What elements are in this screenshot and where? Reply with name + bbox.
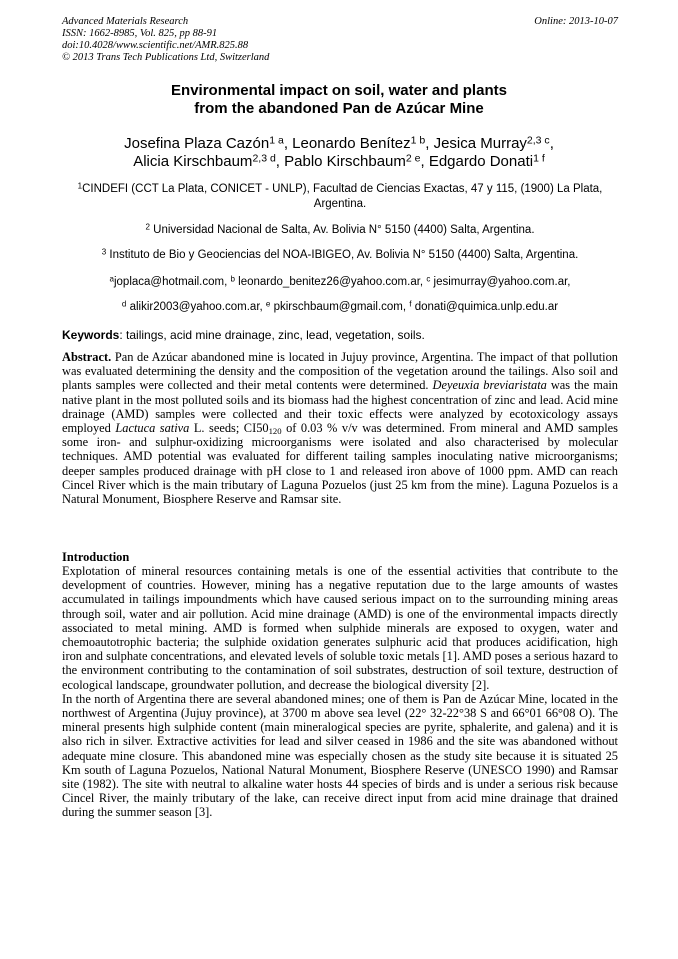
affiliation-sup: 1 bbox=[77, 181, 83, 191]
abstract bbox=[62, 350, 618, 506]
affiliation-text: Instituto de Bio y Geociencias del NOA-IBIGEO, Av. Bolivia N° 5150 (4400) Salta, Argentina. bbox=[109, 249, 579, 261]
author-name: Jesica Murray bbox=[433, 135, 527, 152]
author-sep: , bbox=[425, 135, 434, 152]
author-name: Alicia Kirschbaum bbox=[133, 153, 253, 170]
author-sup: 2,3 d bbox=[252, 152, 276, 165]
email-sup: d bbox=[121, 299, 127, 309]
species-name: Deyeuxia breviaristata bbox=[432, 378, 547, 393]
author-sup: 1 f bbox=[533, 152, 545, 165]
copyright-line: © 2013 Trans Tech Publications Ltd, Switzerland bbox=[62, 52, 270, 63]
author bbox=[429, 153, 545, 170]
abstract-text: L. seeds; CI50 bbox=[189, 421, 269, 436]
author-name: Edgardo Donati bbox=[428, 153, 534, 170]
species-name: Lactuca sativa bbox=[115, 421, 190, 436]
author bbox=[284, 153, 429, 170]
affiliation-text: Universidad Nacional de Salta, Av. Bolivia N° 5150 (4400) Salta, Argentina. bbox=[153, 224, 535, 236]
paper-title bbox=[40, 82, 638, 118]
email-sup: e bbox=[265, 299, 271, 309]
abstract-text: of 0.03 % v/v was determined. From mineral and AMD samples some iron- and sulphur-oxidizing microorganisms were isolated and also characterised by molecular techniques. AMD potential was evaluated for different tailing samples inoculating native microorganisms; deeper samples produced drainage with pH close to 1 and released iron above of 1000 ppm. AMD can reach Cincel River which is the main tributary of Laguna Pozuelos (just 25 km from the mine). Laguna Pozuelos is a Natural Monument, Biosphere Reserve and Ramsar site. bbox=[62, 421, 618, 507]
online-date: Online: 2013-10-07 bbox=[534, 16, 618, 27]
author-name: Leonardo Benítez bbox=[292, 135, 411, 152]
email-sup: f bbox=[409, 299, 412, 309]
paragraph: In the north of Argentina there are several abandoned mines; one of them is Pan de Azúcar Mine, located in the northwest of Argentina (Jujuy province), at 3700 m above sea level (22° 32-22°38 S and 66°01 66°08 O). The mineral presents high sulphide content (main mineralogical species are pyrite, sphalerite, and galena) and it is also rich in silver. Extractive activities for lead and silver ceased in 1986 and the site was abandoned without adequate mine closure. This abandoned mine was especially chosen as the study site because it is situated 25 Km south of Laguna Pozuelos, National Natural Monument, Biosphere Reserve (UNESCO 1990) and Ramsar site (1982). The site with neutral to alkaline water hosts 44 species of birds and is under a serious risk because Cincel River, the mainly tributary of the lake, can receive direct input from acid mine drainage that drained during the summer season [3]. bbox=[62, 691, 618, 820]
abstract-text: was the main native plant in the most polluted soils and its biomass had the highest concentration of zinc and lead. Acid mine drainage (AMD) samples were collected and their toxic effects were analyzed by ecotoxicology assays employed bbox=[62, 378, 618, 436]
affiliation-sup: 2 bbox=[145, 222, 150, 232]
email-sup: c bbox=[426, 274, 431, 284]
author-sep: , bbox=[275, 153, 285, 170]
author-name: Josefina Plaza Cazón bbox=[124, 135, 270, 152]
email-sup: b bbox=[230, 274, 235, 284]
author bbox=[124, 135, 292, 152]
email[interactable]: leonardo_benitez26@yahoo.com.ar bbox=[238, 276, 420, 288]
email[interactable]: jesimurray@yahoo.com.ar bbox=[433, 276, 568, 288]
author-name: Pablo Kirschbaum bbox=[284, 153, 406, 170]
introduction-body bbox=[62, 564, 618, 820]
affiliation-text: CINDEFI (CCT La Plata, CONICET - UNLP), Facultad de Ciencias Exactas, 47 y 115, (1900) La Plata, Argentina. bbox=[82, 183, 603, 210]
section-heading: Introduction bbox=[62, 550, 130, 564]
author-sup: 2 e bbox=[405, 152, 421, 165]
author-sep: , bbox=[420, 153, 429, 170]
author bbox=[292, 135, 433, 152]
title-line-1: Environmental impact on soil, water and plants bbox=[171, 82, 507, 99]
email-sup: a bbox=[109, 274, 114, 284]
email[interactable]: pkirschbaum@gmail.com bbox=[273, 301, 403, 313]
author-sup: 2,3 c bbox=[526, 134, 550, 147]
email[interactable]: donati@quimica.unlp.edu.ar bbox=[414, 301, 559, 313]
title-line-2: from the abandoned Pan de Azúcar Mine bbox=[194, 100, 484, 117]
keywords-label: Keywords bbox=[62, 328, 120, 342]
keywords bbox=[62, 328, 618, 342]
author-list bbox=[40, 135, 638, 171]
affiliation-2 bbox=[62, 223, 618, 238]
affiliation-3 bbox=[62, 248, 618, 263]
paragraph: Explotation of mineral resources containing metals is one of the essential activities that contribute to the development of countries. However, mining has a negative reputation due to the large amounts of wastes accumulated in tailings impoundments which have caused serious impact on to the surrounding mining areas through soil, water and air pollution. Acid mine drainage (AMD) is one of the environmental impacts directly associated to metal mining. AMD is formed when sulphide minerals are exposed to oxygen, water and chemoautotrophic bacteria; the sulphide oxidation generates sulphuric acid that produces acidification, high iron and sulphate concentrations, and elevated levels of soluble toxic metals [1]. AMD poses a serious hazard to the environment contributing to the contamination of soil substrates, destruction of soil texture, destruction of ecological landscape, groundwater pollution, and decrease the biological diversity [2]. bbox=[62, 564, 618, 692]
author bbox=[434, 135, 554, 152]
affiliation-1 bbox=[62, 182, 618, 212]
author-sep: , bbox=[283, 135, 293, 152]
email-line-2: $^d$ alikir2003@yahoo.com.ar, $^e$ pkirschbaum@gmail.com, $^f$ donati@quimica.unlp.edu.ar bbox=[121, 299, 559, 313]
abstract-text: Pan de Azúcar abandoned mine is located in Jujuy province, Argentina. The impact of that pollution was evaluated determining the density and the composition of the vegetation around the tailings. Also soil and plants samples were collected and their metal contents were determined. bbox=[62, 350, 618, 393]
abstract-label: Abstract. bbox=[62, 350, 112, 364]
keywords-text: : tailings, acid mine drainage, zinc, lead, vegetation, soils. bbox=[119, 328, 425, 342]
email[interactable]: alikir2003@yahoo.com.ar bbox=[129, 301, 260, 313]
journal-name: Advanced Materials Research bbox=[62, 16, 189, 27]
author-sup: 1 a bbox=[269, 134, 284, 147]
issn-line: ISSN: 1662-8985, Vol. 825, pp 88-91 bbox=[62, 28, 218, 39]
doi-line: doi:10.4028/www.scientific.net/AMR.825.88 bbox=[62, 40, 249, 51]
author-sup: 1 b bbox=[410, 134, 426, 147]
affiliation-sup: 3 bbox=[101, 247, 107, 257]
email-line-1: $^a$joplaca@hotmail.com, $^b$ leonardo_benitez26@yahoo.com.ar, $^c$ jesimurray@yahoo.com.ar, bbox=[109, 274, 571, 288]
author-sep: , bbox=[549, 135, 554, 152]
ci-subscript: 120 bbox=[268, 426, 282, 437]
email[interactable]: joplaca@hotmail.com bbox=[113, 276, 225, 288]
journal-header bbox=[62, 16, 618, 64]
author bbox=[133, 153, 284, 170]
